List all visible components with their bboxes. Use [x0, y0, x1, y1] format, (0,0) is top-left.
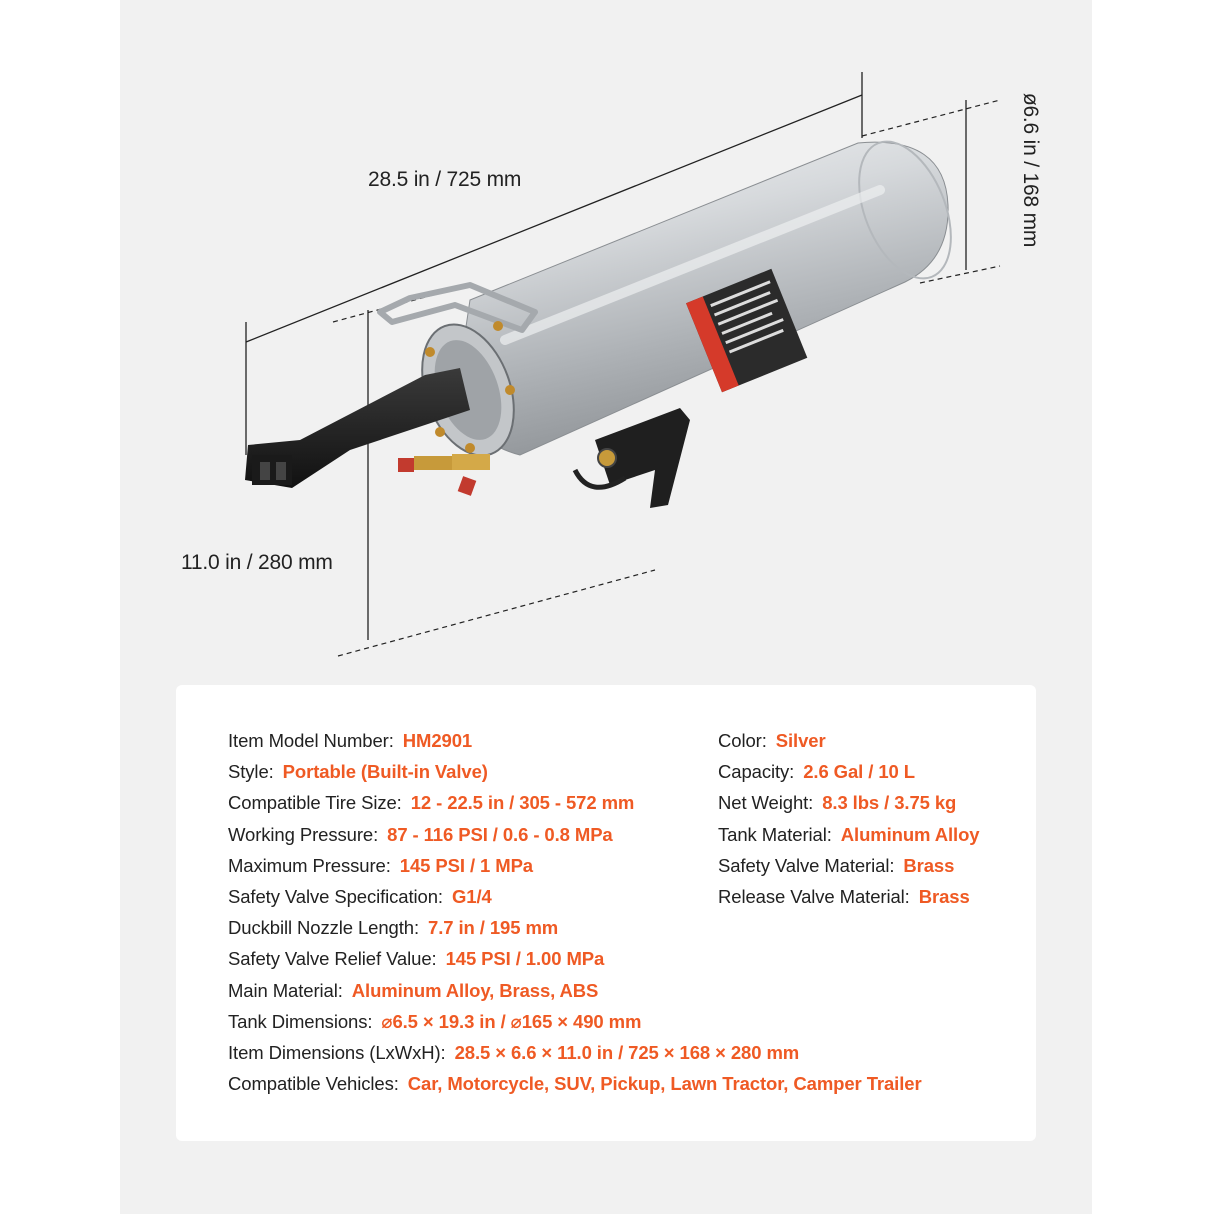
spec-label: Maximum Pressure:	[228, 854, 391, 876]
spec-value: 8.3 lbs / 3.75 kg	[822, 792, 957, 814]
spec-row	[718, 728, 980, 759]
spec-value: 145 PSI / 1.00 MPa	[445, 948, 605, 970]
spec-row	[718, 759, 980, 790]
diameter-dimension-label: ø6.6 in / 168 mm	[1019, 92, 1042, 248]
spec-row	[718, 790, 980, 821]
spec-row	[718, 853, 980, 884]
spec-row	[228, 978, 922, 1009]
spec-row	[718, 884, 980, 915]
spec-value: Car, Motorcycle, SUV, Pickup, Lawn Tractor, Camper Trailer	[407, 1073, 922, 1095]
spec-label: Item Dimensions (LxWxH):	[228, 1041, 446, 1063]
spec-label: Release Valve Material:	[718, 885, 910, 907]
spec-value: 87 - 116 PSI / 0.6 - 0.8 MPa	[387, 823, 613, 845]
spec-value: 28.5 × 6.6 × 11.0 in / 725 × 168 × 280 mm	[454, 1041, 800, 1063]
spec-label: Safety Valve Relief Value:	[228, 948, 437, 970]
spec-value: Silver	[775, 730, 826, 751]
spec-label: Compatible Tire Size:	[228, 792, 402, 814]
spec-value: ⌀6.5 × 19.3 in / ⌀165 × 490 mm	[381, 1010, 642, 1032]
spec-label: Color:	[718, 730, 767, 751]
spec-value: Brass	[903, 854, 955, 876]
spec-row	[228, 1071, 922, 1102]
spec-label: Capacity:	[718, 761, 795, 783]
spec-row	[228, 915, 922, 946]
spec-value: Brass	[918, 885, 970, 907]
spec-value: Aluminum Alloy	[840, 823, 980, 845]
valve-fittings	[398, 454, 490, 496]
spec-value: G1/4	[451, 885, 492, 907]
spec-label: Net Weight:	[718, 792, 814, 814]
spec-label: Safety Valve Specification:	[228, 885, 443, 907]
specs-right-column	[718, 728, 980, 915]
tank-body	[458, 128, 969, 455]
spec-label: Style:	[228, 761, 274, 783]
spec-value: Aluminum Alloy, Brass, ABS	[351, 979, 599, 1001]
spec-value: HM2901	[402, 730, 473, 751]
spec-label: Tank Material:	[718, 823, 832, 845]
spec-value: 12 - 22.5 in / 305 - 572 mm	[410, 792, 635, 814]
spec-label: Safety Valve Material:	[718, 854, 895, 876]
spec-row	[228, 1040, 922, 1071]
spec-label: Working Pressure:	[228, 823, 379, 845]
spec-value: 7.7 in / 195 mm	[428, 917, 559, 939]
spec-value: 2.6 Gal / 10 L	[803, 761, 915, 783]
length-dimension-label: 28.5 in / 725 mm	[368, 168, 522, 191]
spec-label: Item Model Number:	[228, 730, 394, 751]
spec-row	[718, 822, 980, 853]
spec-label: Compatible Vehicles:	[228, 1073, 399, 1095]
spec-label: Main Material:	[228, 979, 343, 1001]
spec-row	[228, 1009, 922, 1040]
spec-label: Tank Dimensions:	[228, 1010, 373, 1032]
spec-label: Duckbill Nozzle Length:	[228, 917, 420, 939]
spec-value: Portable (Built-in Valve)	[282, 761, 488, 783]
spec-row	[228, 946, 922, 977]
height-dimension-label: 11.0 in / 280 mm	[181, 551, 333, 574]
spec-value: 145 PSI / 1 MPa	[399, 854, 533, 876]
